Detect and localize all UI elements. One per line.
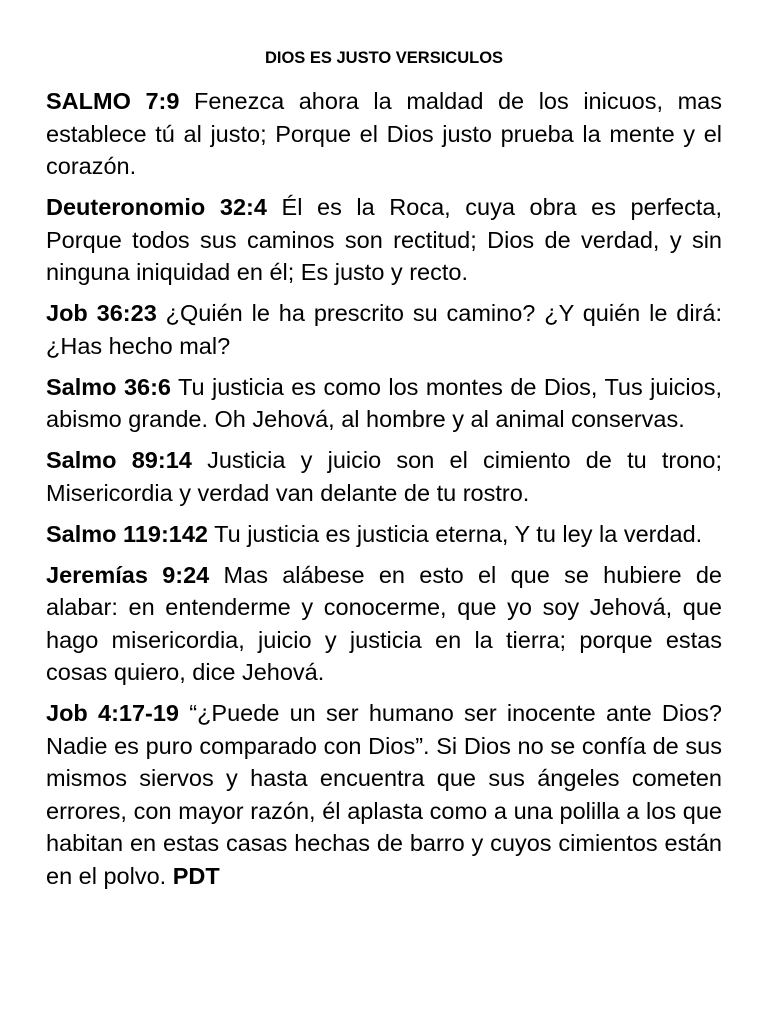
translation-abbreviation: PDT [172, 862, 220, 889]
verse-paragraph [46, 191, 722, 289]
verse-reference: Deuteronomio 32:4 [46, 194, 267, 220]
verse-text: Tu justicia es justicia eterna, Y tu ley la verdad. [214, 520, 703, 547]
verse-paragraph [46, 85, 722, 183]
verse-reference: SALMO 7:9 [46, 88, 180, 114]
verse-reference: Job 36:23 [46, 300, 157, 326]
verse-paragraph [46, 559, 722, 689]
verse-paragraph [46, 297, 722, 362]
verse-reference: Jeremías 9:24 [46, 561, 210, 588]
verse-text: Mas alábese en esto el que se hubiere de alabar: en entenderme y conocerme, que yo soy Jehová, que hago misericordia, juicio y justicia en la tierra; porque estas cosas quiero, dice Jehová. [46, 561, 723, 685]
verse-text: ¿Quién le ha prescrito su camino? ¿Y quién le dirá: ¿Has hecho mal? [46, 300, 722, 359]
verse-paragraph [46, 371, 722, 436]
verse-text: Justicia y juicio son el cimiento de tu trono; Misericordia y verdad van delante de tu rostro. [46, 447, 723, 506]
verse-text: “¿Puede un ser humano ser inocente ante Dios? Nadie es puro comparado con Dios”. Si Dios no se confía de sus mismos siervos y hasta encuentra que sus ángeles cometen errores, con mayor razón, él aplasta como a una polilla a los que habitan en estas casas hechas de barro y cuyos cimientos están en el polvo. [46, 700, 723, 889]
verse-text: Fenezca ahora la maldad de los inicuos, mas establece tú al justo; Porque el Dios justo prueba la mente y el corazón. [46, 88, 723, 179]
verse-paragraph [46, 697, 722, 892]
verse-reference: Salmo 89:14 [46, 447, 192, 473]
document-page [46, 44, 722, 901]
page-title: DIOS ES JUSTO VERSICULOS [264, 49, 504, 67]
verse-paragraph [46, 518, 722, 551]
verse-paragraph [46, 444, 722, 509]
verse-reference: Salmo 119:142 [46, 520, 208, 547]
verse-reference: Salmo 36:6 [46, 373, 171, 400]
verse-text: Él es la Roca, cuya obra es perfecta, Porque todos sus caminos son rectitud; Dios de verdad, y sin ninguna iniquidad en él; Es justo y recto. [46, 194, 722, 285]
verse-reference: Job 4:17-19 [46, 700, 180, 726]
verse-text: Tu justicia es como los montes de Dios, Tus juicios, abismo grande. Oh Jehová, al hombre y al animal conservas. [46, 373, 723, 432]
